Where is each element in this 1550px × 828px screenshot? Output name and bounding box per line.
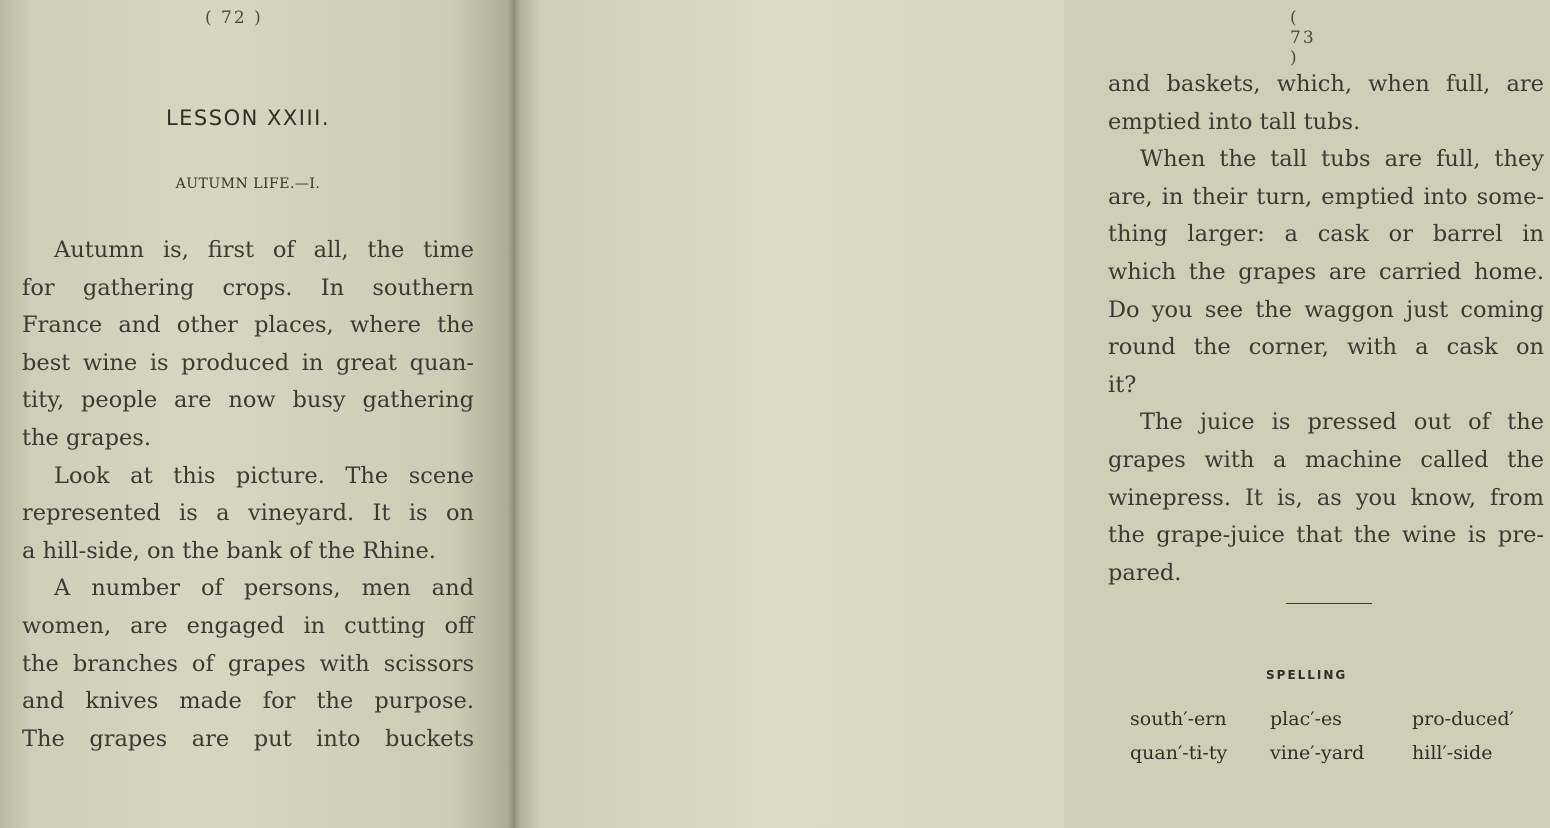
page-number-right: ( 73 ) — [1290, 8, 1316, 68]
text-line: are, in their turn, emptied into some- — [1108, 183, 1544, 210]
text-line: and baskets, which, when full, are — [1108, 71, 1544, 97]
text-line: thing larger: a cask or barrel in — [1108, 221, 1544, 248]
book-gutter — [508, 0, 520, 828]
text-line: it? — [1108, 371, 1137, 398]
text-line: which the grapes are carried home. — [1108, 258, 1544, 285]
left-body-text — [22, 232, 474, 758]
left-page — [0, 0, 514, 828]
text-line: When the tall tubs are full, they — [1140, 146, 1544, 173]
page-number-left: ( 72 ) — [205, 8, 263, 28]
text-line: the branches of grapes with scissors — [22, 650, 474, 677]
text-line: Do you see the waggon just coming — [1108, 296, 1544, 323]
spelling-word: vine′-yard — [1270, 742, 1365, 764]
text-line: The juice is pressed out of the — [1140, 409, 1544, 436]
text-line: women, are engaged in cutting off — [22, 612, 474, 639]
text-line: and knives made for the purpose. — [22, 688, 474, 715]
right-body-text — [1108, 66, 1544, 592]
text-line: pared. — [1108, 559, 1182, 586]
text-line: Look at this picture. The scene — [54, 462, 474, 489]
text-line: the grapes. — [22, 424, 151, 451]
text-line: for gathering crops. In southern — [22, 274, 474, 301]
lesson-title: LESSON XXIII. — [165, 106, 331, 130]
text-line: Autumn is, first of all, the time — [54, 237, 474, 263]
text-line: A number of persons, men and — [54, 575, 474, 602]
text-line: represented is a vineyard. It is on — [22, 500, 474, 527]
text-line: a hill-side, on the bank of the Rhine. — [22, 537, 436, 564]
text-line: winepress. It is, as you know, from — [1108, 484, 1544, 511]
spelling-word: pro-duced′ — [1412, 708, 1514, 730]
spelling-word: south′-ern — [1130, 708, 1227, 730]
text-line: grapes with a machine called the — [1108, 446, 1544, 473]
text-line: tity, people are now busy gathering — [22, 387, 474, 414]
text-line: The grapes are put into buckets — [22, 725, 474, 752]
section-divider — [1286, 603, 1372, 604]
text-line: best wine is produced in great quan- — [22, 349, 474, 376]
text-line: France and other places, where the — [22, 312, 474, 339]
spelling-word: quan′-ti-ty — [1130, 742, 1228, 764]
text-line: round the corner, with a cask on — [1108, 334, 1544, 361]
text-line: emptied into tall tubs. — [1108, 108, 1361, 135]
spelling-word: hill′-side — [1412, 742, 1493, 764]
spelling-heading: SPELLING — [1266, 668, 1348, 682]
right-page — [514, 0, 1544, 828]
lesson-subtitle: AUTUMN LIFE.—I. — [175, 176, 321, 192]
spelling-word: plac′-es — [1270, 708, 1342, 730]
text-line: the grape-juice that the wine is pre- — [1108, 522, 1544, 549]
